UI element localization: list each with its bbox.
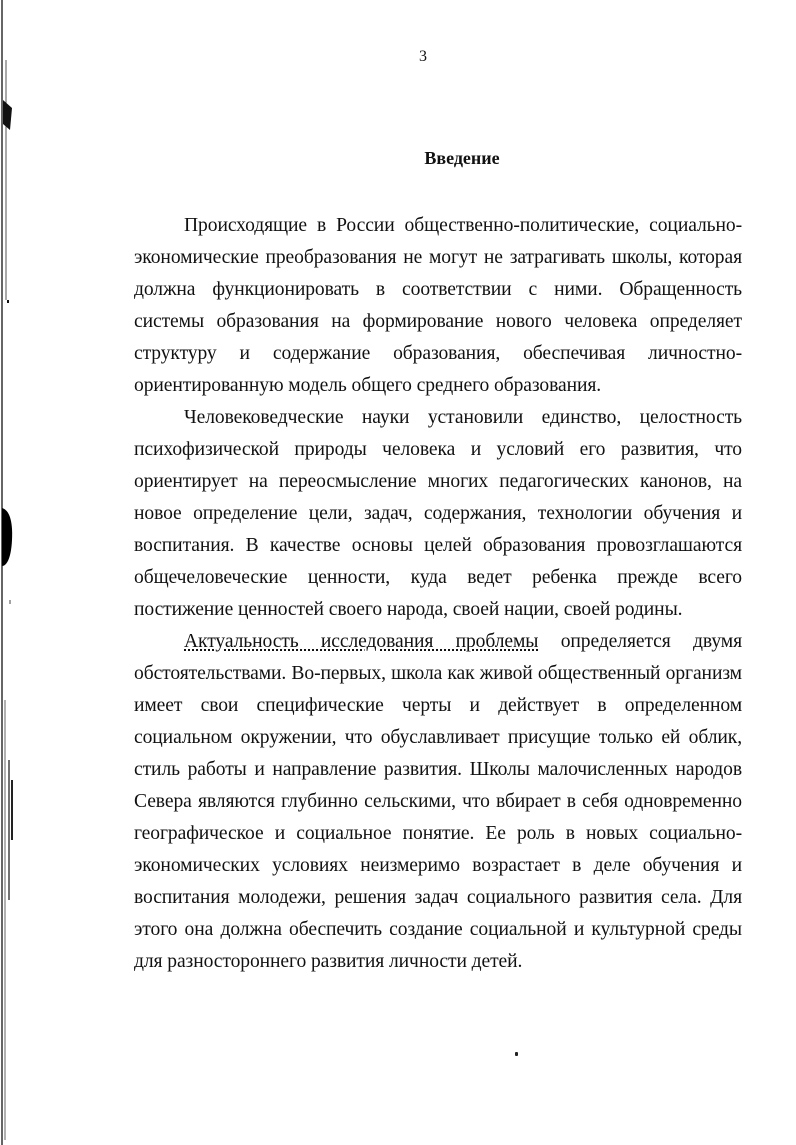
paragraph-3: [134, 626, 742, 978]
scan-binding-edge: [0, 0, 14, 1145]
page-number: 3: [419, 48, 427, 65]
section-heading: Введение: [424, 148, 500, 168]
paragraph-2: Человековедческие науки установили единство, целостность психофизической природы человека и условий его развития, что ориентирует на переосмысление многих педагогических канонов, на новое определение цели, задач, содержания, технологии обучения и воспитания. В качестве основы целей образования провозглашаются общечеловеческие ценности, куда ведет ребенка прежде всего постижение ценностей своего народа, своей нации, своей родины.: [134, 407, 742, 620]
paragraph-3-text: определяется двумя обстоятельствами. Во-первых, школа как живой общественный организм имеет свои специфические черты и действует в определенном социальном окружении, что обуславливает присущие только ей облик, стиль работы и направление развития. Школы малочисленных народов Севера являются глубинно сельскими, что вбирает в себя одновременно географическое и социальное понятие. Ее роль в новых социально-экономических условиях неизмеримо возрастает в деле обучения и воспитания молодежи, решения задач социального развития села. Для этого она должна обеспечить создание социальной и культурной среды для разностороннего развития личности детей.: [134, 631, 742, 972]
paragraph-1: Происходящие в России общественно-политические, социально-экономические преобразования не могут не затрагивать школы, которая должна функционировать в соответствии с ними. Обращенность системы образования на формирование нового человека определяет структуру и содержание образования, обеспечивая личностно-ориентированную модель общего среднего образования.: [134, 215, 742, 396]
scan-speck: [515, 1052, 518, 1056]
body-text: [134, 210, 742, 978]
relevance-lead: Актуальность исследования проблемы: [184, 631, 539, 652]
